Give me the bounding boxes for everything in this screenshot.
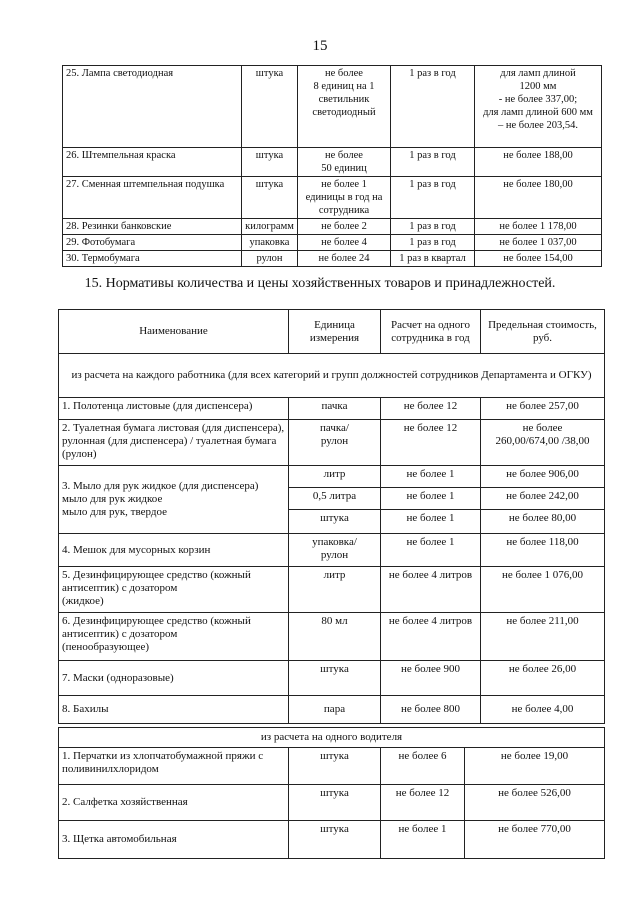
item-unit: штука: [289, 821, 381, 859]
item-calc: не более 1: [381, 488, 481, 510]
item-price: для ламп длиной 1200 мм - не более 337,00; для ламп длиной 600 мм – не более 203,54.: [475, 66, 602, 148]
item-period: 1 раз в год: [391, 66, 475, 148]
item-price: не более 1 076,00: [481, 567, 605, 613]
item-calc: не более 4 литров: [381, 567, 481, 613]
item-calc: не более 1: [381, 821, 465, 859]
item-unit: штука: [289, 661, 381, 696]
item-name: 3. Щетка автомобильная: [59, 821, 289, 859]
item-name: 5. Дезинфицирующее средство (кожный антисептик) с дозатором (жидкое): [59, 567, 289, 613]
item-price: не более 4,00: [481, 696, 605, 724]
item-name: 2. Туалетная бумага листовая (для диспенсера), рулонная (для диспенсера) / туалетная бумага (рулон): [59, 420, 289, 466]
item-price: не более 257,00: [481, 398, 605, 420]
item-name: 29. Фотобумага: [63, 235, 242, 251]
group-row: [59, 728, 605, 748]
item-name: 2. Салфетка хозяйственная: [59, 785, 289, 821]
item-unit: штука: [242, 177, 298, 219]
item-name: 7. Маски (одноразовые): [59, 661, 289, 696]
driver-goods-table: [58, 727, 605, 859]
item-qty: не более 4: [298, 235, 391, 251]
item-unit: пачка/ рулон: [289, 420, 381, 466]
item-qty: не более 2: [298, 219, 391, 235]
item-price: не более 211,00: [481, 613, 605, 661]
item-price: не более 180,00: [475, 177, 602, 219]
table-row: [59, 613, 605, 661]
item-calc: не более 12: [381, 785, 465, 821]
table-row: [63, 66, 602, 148]
item-unit: штука: [289, 785, 381, 821]
table-header-row: [59, 310, 605, 354]
item-unit: килограмм: [242, 219, 298, 235]
item-unit: литр: [289, 466, 381, 488]
item-calc: не более 12: [381, 420, 481, 466]
item-calc: не более 1: [381, 534, 481, 567]
item-calc: не более 1: [381, 466, 481, 488]
table-row: [63, 219, 602, 235]
table-row: [59, 821, 605, 859]
table-row: [63, 235, 602, 251]
item-price: не более 770,00: [465, 821, 605, 859]
item-unit: штука: [242, 148, 298, 177]
item-period: 1 раз в квартал: [391, 251, 475, 267]
table-row: [63, 251, 602, 267]
group-row: [59, 354, 605, 398]
item-name: 8. Бахилы: [59, 696, 289, 724]
item-unit: штука: [289, 510, 381, 534]
item-name: 6. Дезинфицирующее средство (кожный антисептик) с дозатором (пенообразующее): [59, 613, 289, 661]
item-unit: рулон: [242, 251, 298, 267]
item-price: не более 19,00: [465, 748, 605, 785]
item-price: не более 80,00: [481, 510, 605, 534]
item-price: не более 242,00: [481, 488, 605, 510]
item-unit: пачка: [289, 398, 381, 420]
item-calc: не более 4 литров: [381, 613, 481, 661]
table-row: [59, 534, 605, 567]
item-price: не более 260,00/674,00 /38,00: [481, 420, 605, 466]
item-name: 25. Лампа светодиодная: [63, 66, 242, 148]
item-unit: упаковка/ рулон: [289, 534, 381, 567]
item-name: 28. Резинки банковские: [63, 219, 242, 235]
item-unit: штука: [289, 748, 381, 785]
group-title-all-employees: из расчета на каждого работника (для всех категорий и групп должностей сотрудников Департамента и ОГКУ): [59, 354, 605, 398]
header-name: Наименование: [59, 310, 289, 354]
table-row: [59, 466, 605, 488]
table-row: [59, 748, 605, 785]
item-calc: не более 6: [381, 748, 465, 785]
item-price: не более 1 037,00: [475, 235, 602, 251]
header-calc: Расчет на одного сотрудника в год: [381, 310, 481, 354]
item-price: не более 118,00: [481, 534, 605, 567]
item-name: 4. Мешок для мусорных корзин: [59, 534, 289, 567]
table-row: [59, 398, 605, 420]
item-name: 3. Мыло для рук жидкое (для диспенсера) мыло для рук жидкое мыло для рук, твердое: [59, 466, 289, 534]
item-name: 30. Термобумага: [63, 251, 242, 267]
item-qty: не более 1 единицы в год на сотрудника: [298, 177, 391, 219]
header-price: Предельная стоимость, руб.: [481, 310, 605, 354]
table-row: [63, 177, 602, 219]
item-name: 26. Штемпельная краска: [63, 148, 242, 177]
item-unit: упаковка: [242, 235, 298, 251]
item-unit: пара: [289, 696, 381, 724]
supplies-table-continued: [62, 65, 602, 267]
table-row: [63, 148, 602, 177]
item-name: 1. Перчатки из хлопчатобумажной пряжи с поливинилхлоридом: [59, 748, 289, 785]
item-period: 1 раз в год: [391, 148, 475, 177]
page-number: 15: [312, 38, 328, 54]
item-period: 1 раз в год: [391, 177, 475, 219]
item-price: не более 26,00: [481, 661, 605, 696]
item-calc: не более 900: [381, 661, 481, 696]
item-price: не более 188,00: [475, 148, 602, 177]
table-row: [59, 420, 605, 466]
item-period: 1 раз в год: [391, 219, 475, 235]
item-calc: не более 1: [381, 510, 481, 534]
header-unit: Единица измерения: [289, 310, 381, 354]
item-price: не более 526,00: [465, 785, 605, 821]
item-price: не более 154,00: [475, 251, 602, 267]
item-name: 1. Полотенца листовые (для диспенсера): [59, 398, 289, 420]
item-unit: 0,5 литра: [289, 488, 381, 510]
item-unit: штука: [242, 66, 298, 148]
household-goods-table: [58, 309, 605, 724]
item-price: не более 906,00: [481, 466, 605, 488]
item-qty: не более 8 единиц на 1 светильник светодиодный: [298, 66, 391, 148]
section-title: 15. Нормативы количества и цены хозяйственных товаров и принадлежностей.: [84, 276, 556, 291]
item-unit: 80 мл: [289, 613, 381, 661]
item-calc: не более 800: [381, 696, 481, 724]
table-row: [59, 661, 605, 696]
item-qty: не более 24: [298, 251, 391, 267]
item-name: 27. Сменная штемпельная подушка: [63, 177, 242, 219]
item-price: не более 1 178,00: [475, 219, 602, 235]
item-period: 1 раз в год: [391, 235, 475, 251]
item-qty: не более 50 единиц: [298, 148, 391, 177]
item-calc: не более 12: [381, 398, 481, 420]
table-row: [59, 696, 605, 724]
item-unit: литр: [289, 567, 381, 613]
table-row: [59, 785, 605, 821]
table-row: [59, 567, 605, 613]
group-title-driver: из расчета на одного водителя: [59, 728, 605, 748]
